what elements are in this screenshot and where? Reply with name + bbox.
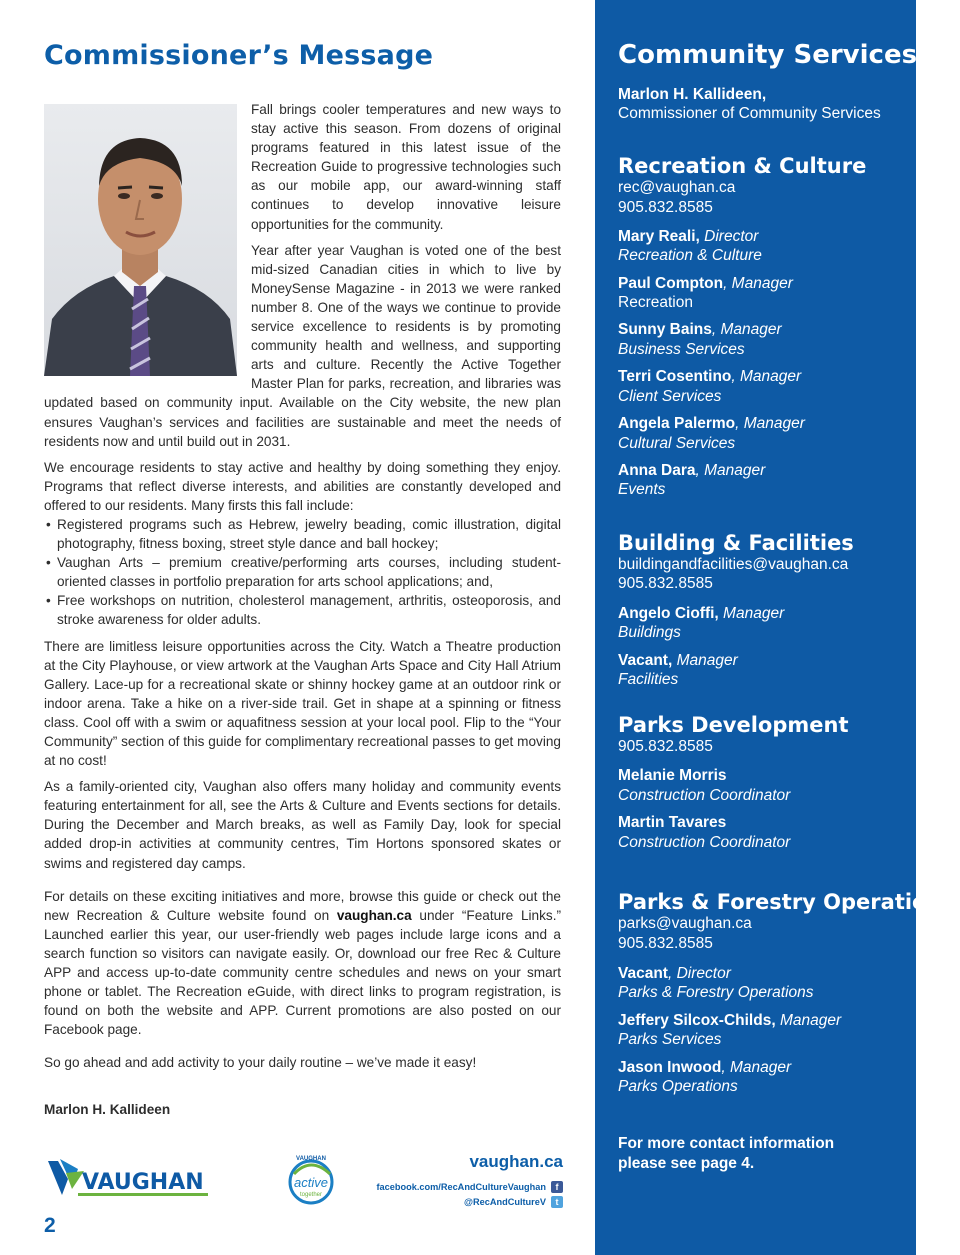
staff-dept: Parks & Forestry Operations bbox=[618, 984, 814, 1001]
parks-email[interactable]: parks@vaughan.ca bbox=[618, 915, 752, 932]
list-item: • Free workshops on nutrition, cholesterol management, arthritis, osteoporosis, and stroke awareness for older adults. bbox=[44, 591, 561, 629]
facebook-link[interactable]: facebook.com/RecAndCultureVaughan bbox=[376, 1182, 546, 1192]
staff-dept: Business Services bbox=[618, 341, 745, 358]
section-heading-parks-development: Parks Development bbox=[618, 713, 849, 737]
staff-dept: Recreation bbox=[618, 294, 693, 311]
twitter-icon[interactable]: t bbox=[551, 1196, 563, 1208]
firsts-list bbox=[44, 515, 561, 630]
building-phone: 905.832.8585 bbox=[618, 575, 713, 592]
active-together-logo bbox=[286, 1152, 336, 1208]
section-heading-parks-operations: Parks & Forestry Operations bbox=[618, 890, 954, 914]
paragraph: There are limitless leisure opportunities across the City. Watch a Theatre production at the City Playhouse, or view artwork at the Vaughan Arts Space and City Hall Atrium Gallery. Lace-up for a recreational skate or shinny hockey game at an outdoor rink or indoor arena. Take a hike on a river-side trail. Get in shape at a spinning or fitness class. Cool off with a swim or aquafitness session at your local pool. Flip to the “Your Community” section of this guide for complimentary recreational passes to get moving at no cost! bbox=[44, 638, 561, 769]
contact-note: For more contact information please see page 4. bbox=[618, 1135, 835, 1172]
parks-development-phone: 905.832.8585 bbox=[618, 738, 713, 755]
staff-name: Angelo Cioffi, Manager bbox=[618, 605, 785, 622]
sidebar-title: Community Services bbox=[618, 40, 918, 70]
message-body bbox=[44, 100, 561, 1126]
paragraph: So go ahead and add activity to your daily routine – we’ve made it easy! bbox=[44, 1055, 477, 1071]
photo-float-space bbox=[44, 100, 251, 387]
svg-text:active: active bbox=[294, 1175, 328, 1190]
staff-name: Jeffery Silcox-Childs, Manager bbox=[618, 1012, 842, 1029]
staff-name: Paul Compton, Manager bbox=[618, 275, 793, 292]
staff-dept: Events bbox=[618, 481, 666, 498]
staff-name: Jason Inwood, Manager bbox=[618, 1059, 792, 1076]
page-title: Commissioner’s Message bbox=[44, 40, 434, 71]
paragraph: For details on these exciting initiatives and more, browse this guide or check out the new Recreation & Culture website found on vaughan.ca under “Feature Links.” Launched earlier this year, our user-friendly web pages include large icons and a search function so visitors can navigate easily. Or, download our free Rec & Culture APP and access up-to-date community centre schedules and news on your smart phone or tablet. The Recreation eGuide, with direct links to program registration, is found on both the website and APP. Current promotions are also posted on our Facebook page. bbox=[44, 888, 562, 1038]
staff-name: Vacant, Manager bbox=[618, 652, 738, 669]
commissioner-role: Commissioner of Community Services bbox=[618, 105, 881, 122]
staff-name: Angela Palermo, Manager bbox=[618, 415, 805, 432]
paragraph: Fall brings cooler temperatures and new ways to stay active this season. From dozens of original programs featured in this latest issue of the Recreation Guide to progressive technologies such as our mobile app, our award-winning staff continues to develop innovative leisure opportunities for the community. bbox=[251, 102, 561, 232]
signature: Marlon H. Kallideen bbox=[44, 1101, 171, 1117]
staff-name: Melanie Morris bbox=[618, 767, 727, 784]
staff-name: Mary Reali, Director bbox=[618, 228, 759, 245]
svg-text:together: together bbox=[299, 1192, 323, 1198]
staff-name: Terri Cosentino, Manager bbox=[618, 368, 802, 385]
staff-dept: Facilities bbox=[618, 671, 679, 688]
recreation-email[interactable]: rec@vaughan.ca bbox=[618, 179, 736, 196]
community-services-sidebar bbox=[595, 0, 954, 1255]
svg-text:VAUGHAN: VAUGHAN bbox=[82, 1170, 204, 1195]
facebook-icon[interactable]: f bbox=[551, 1181, 563, 1193]
staff-name: Sunny Bains, Manager bbox=[618, 321, 782, 338]
paragraph: Year after year Vaughan is voted one of the best mid-sized Canadian cities in which to live by MoneySense Magazine - in 2013 we were ranked number 8. One of the ways we continue to provide service excellence to residents is by promoting community health and wellness, and supporting arts and culture. Recently the Active Together Master Plan for parks, recreation, and libraries was updated based on community input. Available on the City website, the new plan ensures Vaughan’s services and facilities are sustainable and meet the needs of residents now and until build out in 2031. bbox=[44, 242, 561, 449]
section-heading-building: Building & Facilities bbox=[618, 531, 854, 555]
commissioner-name: Marlon H. Kallideen, bbox=[618, 86, 767, 103]
staff-dept: Parks Operations bbox=[618, 1078, 738, 1095]
svg-text:VAUGHAN: VAUGHAN bbox=[296, 1156, 326, 1162]
staff-dept: Cultural Services bbox=[618, 435, 736, 452]
twitter-link[interactable]: @RecAndCultureV bbox=[464, 1197, 546, 1207]
staff-dept: Buildings bbox=[618, 624, 681, 641]
list-item: • Vaughan Arts – premium creative/performing arts courses, including student-oriented classes in portfolio preparation for arts school applications; and, bbox=[44, 553, 561, 591]
list-item: • Registered programs such as Hebrew, jewelry beading, comic illustration, digital photography, fitness boxing, street style dance and ball hockey; bbox=[44, 515, 561, 553]
vaughan-logo bbox=[44, 1155, 214, 1203]
staff-dept: Construction Coordinator bbox=[618, 787, 791, 804]
parks-phone: 905.832.8585 bbox=[618, 935, 713, 952]
staff-dept: Parks Services bbox=[618, 1031, 722, 1048]
section-heading-recreation: Recreation & Culture bbox=[618, 154, 867, 178]
staff-dept: Client Services bbox=[618, 388, 722, 405]
footer-website-link[interactable]: vaughan.ca bbox=[469, 1152, 563, 1171]
staff-dept: Recreation & Culture bbox=[618, 247, 762, 264]
building-email[interactable]: buildingandfacilities@vaughan.ca bbox=[618, 556, 849, 573]
staff-name: Anna Dara, Manager bbox=[618, 462, 766, 479]
staff-name: Martin Tavares bbox=[618, 814, 727, 831]
paragraph: We encourage residents to stay active and healthy by doing something they enjoy. Programs that reflect diverse interests, and abilities are constantly developed and offered to our residents. Many firsts this fall include: bbox=[44, 459, 561, 513]
website-link[interactable]: vaughan.ca bbox=[336, 907, 412, 923]
staff-name: Vacant, Director bbox=[618, 965, 731, 982]
paragraph: As a family-oriented city, Vaughan also offers many holiday and community events featuring entertainment for all, see the Arts & Culture and Events sections for details. During the December and March breaks, as well as Family Day, look for special added drop-in activities at community centres, Tim Hortons sponsored skates or swims and registered day camps. bbox=[44, 779, 561, 871]
staff-dept: Construction Coordinator bbox=[618, 834, 791, 851]
recreation-phone: 905.832.8585 bbox=[618, 199, 713, 216]
page-number: 2 bbox=[44, 1214, 56, 1237]
